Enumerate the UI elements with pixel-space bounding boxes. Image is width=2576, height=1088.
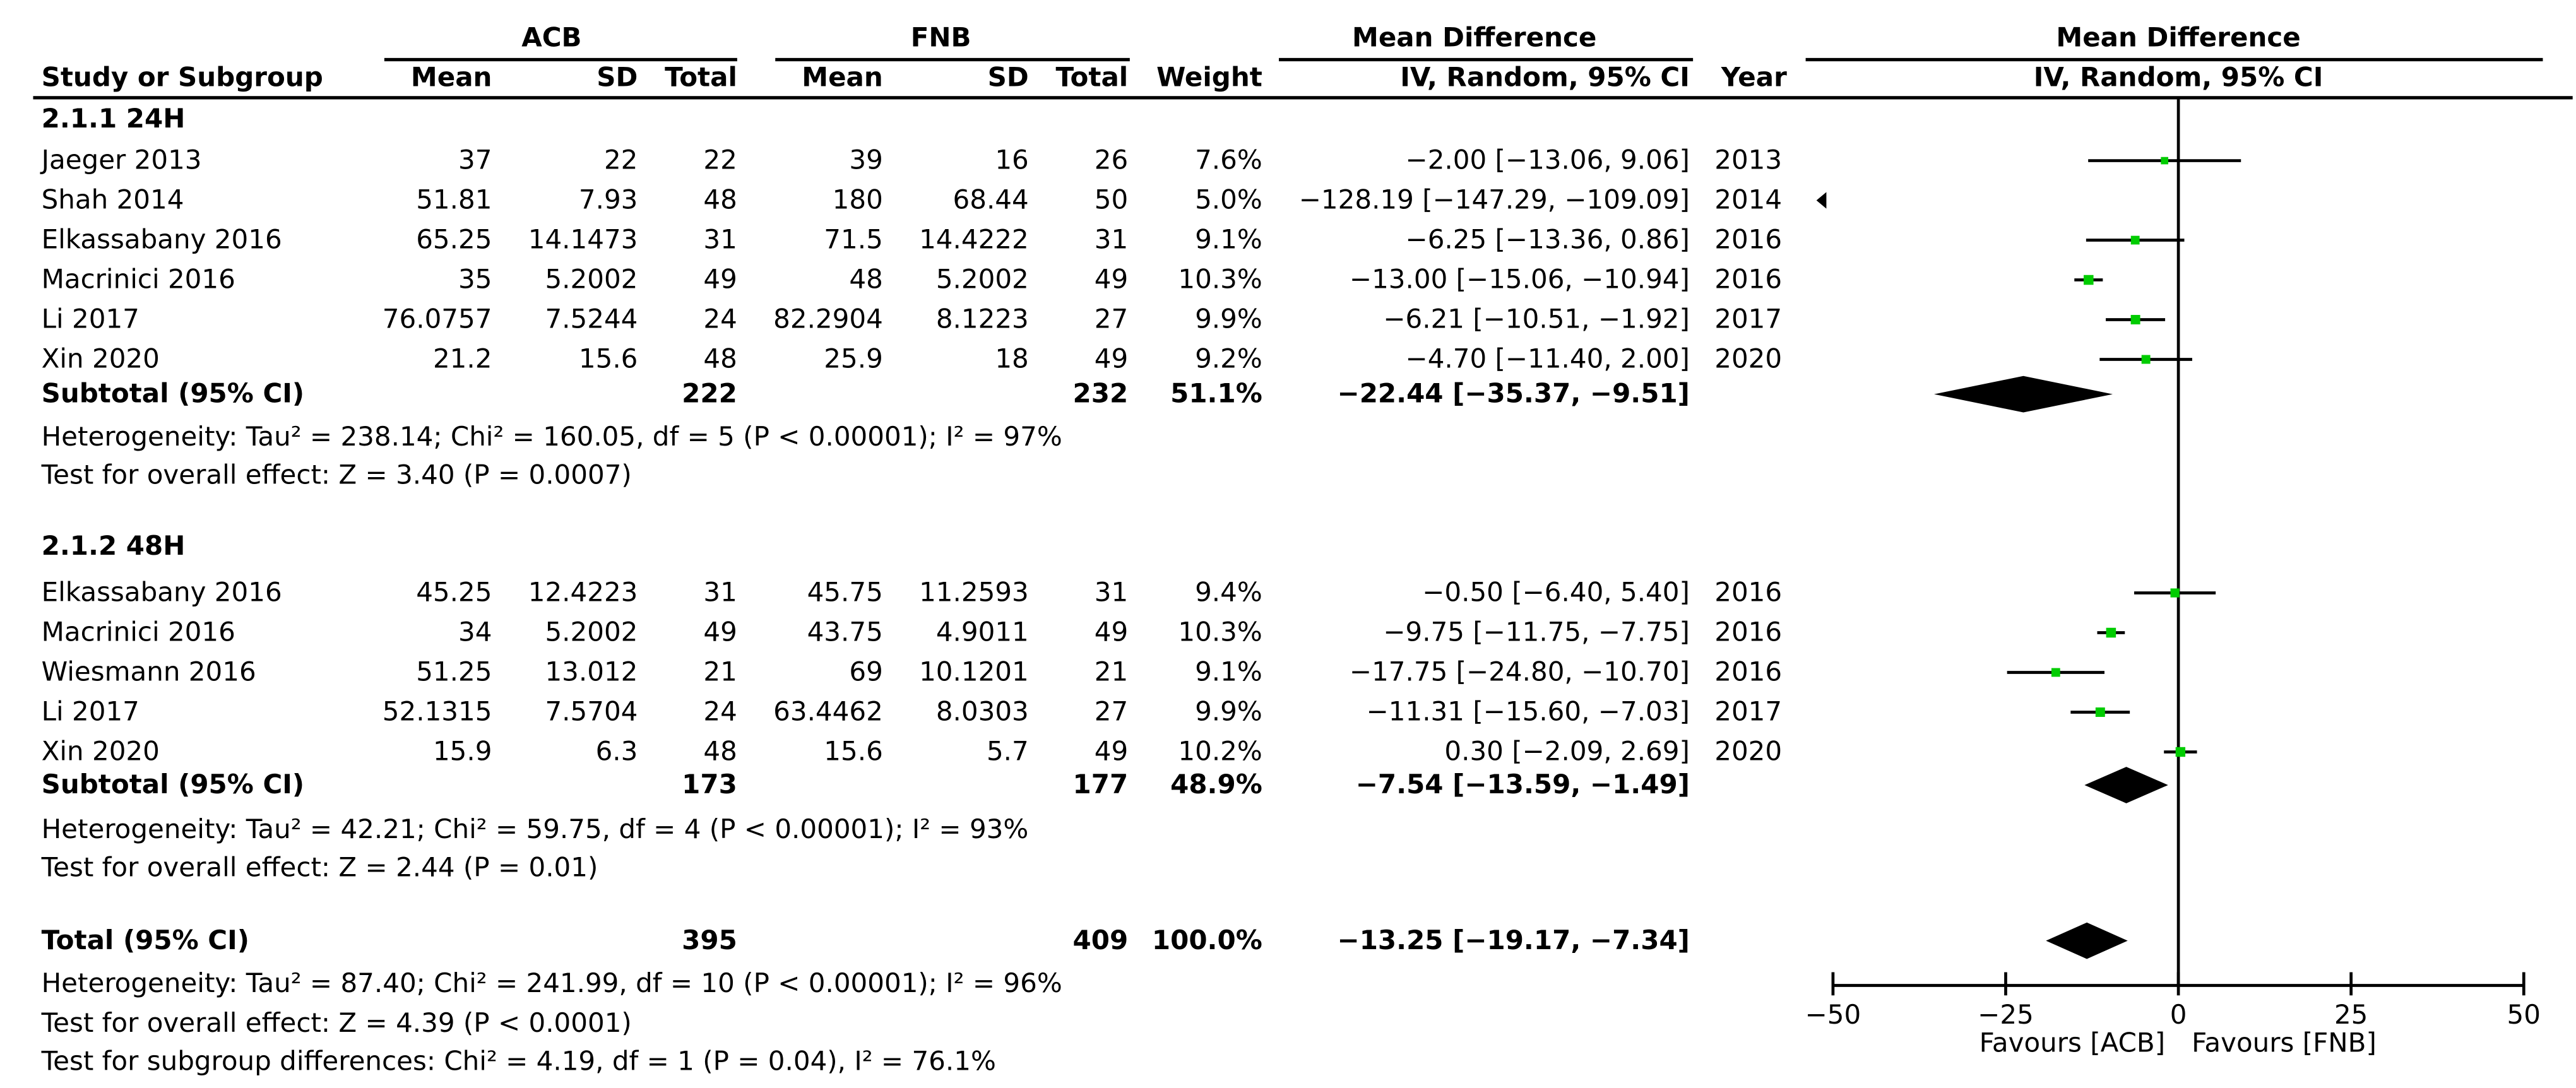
study-mean1: 76.0757 xyxy=(382,303,492,335)
study-weight: 5.0% xyxy=(1195,184,1262,216)
study-sd1: 7.5704 xyxy=(545,695,638,728)
study-mean2: 39 xyxy=(849,144,883,176)
study-name: Li 2017 xyxy=(41,695,139,728)
study-year: 2020 xyxy=(1714,343,1783,375)
study-mean1: 45.25 xyxy=(416,576,492,608)
study-total2: 50 xyxy=(1094,184,1129,216)
total-heterogeneity-text: Heterogeneity: Tau² = 87.40; Chi² = 241.99, df = 10 (P < 0.00001); I² = 96% xyxy=(41,967,1062,999)
study-name: Wiesmann 2016 xyxy=(41,656,256,688)
study-sd2: 14.4222 xyxy=(919,223,1029,256)
study-total2: 49 xyxy=(1094,616,1129,648)
total-overall-effect-text: Test for overall effect: Z = 4.39 (P < 0.0001) xyxy=(41,1007,632,1039)
study-name: Macrinici 2016 xyxy=(41,263,235,295)
study-mean2: 43.75 xyxy=(807,616,883,648)
study-name: Elkassabany 2016 xyxy=(41,223,282,256)
study-mean1: 21.2 xyxy=(432,343,492,375)
header-divider-group2 xyxy=(775,58,1130,61)
study-sd1: 5.2002 xyxy=(545,263,638,295)
subtotal-ci: −22.44 [−35.37, −9.51] xyxy=(1337,377,1690,410)
effect-square-marker xyxy=(2051,668,2060,677)
study-sd2: 4.9011 xyxy=(935,616,1029,648)
col-year: Year xyxy=(1721,61,1787,93)
subtotal-total1: 222 xyxy=(682,377,737,410)
study-sd2: 5.2002 xyxy=(935,263,1029,295)
study-mean2: 71.5 xyxy=(824,223,883,256)
col-mean2: Mean xyxy=(802,61,883,93)
study-ci: −13.00 [−15.06, −10.94] xyxy=(1349,263,1690,295)
study-year: 2016 xyxy=(1714,656,1783,688)
study-name: Li 2017 xyxy=(41,303,139,335)
col-mean1: Mean xyxy=(410,61,492,93)
study-ci: −6.25 [−13.36, 0.86] xyxy=(1405,223,1690,256)
group2-header: FNB xyxy=(910,21,971,53)
header-divider-md xyxy=(1279,58,1693,61)
study-weight: 9.1% xyxy=(1195,223,1262,256)
study-sd1: 7.5244 xyxy=(545,303,638,335)
forest-plot-chart xyxy=(1789,0,2551,1080)
study-total1: 48 xyxy=(703,343,737,375)
study-total2: 31 xyxy=(1094,576,1129,608)
study-year: 2013 xyxy=(1714,144,1783,176)
study-ci: −128.19 [−147.29, −109.09] xyxy=(1298,184,1690,216)
study-mean1: 65.25 xyxy=(416,223,492,256)
effect-square-marker xyxy=(2176,747,2185,757)
col-total2: Total xyxy=(1055,61,1129,93)
study-name: Xin 2020 xyxy=(41,343,160,375)
study-mean1: 35 xyxy=(458,263,492,295)
study-total2: 27 xyxy=(1094,303,1129,335)
study-name: Macrinici 2016 xyxy=(41,616,235,648)
study-mean2: 48 xyxy=(849,263,883,295)
col-weight: Weight xyxy=(1156,61,1262,93)
study-ci: −0.50 [−6.40, 5.40] xyxy=(1422,576,1690,608)
study-total1: 22 xyxy=(703,144,737,176)
study-total1: 31 xyxy=(703,576,737,608)
study-mean1: 15.9 xyxy=(432,735,492,767)
study-mean2: 69 xyxy=(849,656,883,688)
pooled-diamond-marker xyxy=(2046,923,2127,959)
study-sd2: 5.7 xyxy=(986,735,1029,767)
subtotal-label: Subtotal (95% CI) xyxy=(41,768,305,800)
study-total1: 24 xyxy=(703,695,737,728)
x-axis-tick-label: 50 xyxy=(2507,998,2541,1030)
study-ci: −6.21 [−10.51, −1.92] xyxy=(1383,303,1690,335)
study-year: 2016 xyxy=(1714,616,1783,648)
study-total2: 49 xyxy=(1094,263,1129,295)
study-name: Shah 2014 xyxy=(41,184,184,216)
heterogeneity-text: Heterogeneity: Tau² = 238.14; Chi² = 160.05, df = 5 (P < 0.00001); I² = 97% xyxy=(41,420,1062,452)
study-sd1: 6.3 xyxy=(595,735,638,767)
col-md-method: IV, Random, 95% CI xyxy=(1400,61,1690,93)
study-weight: 9.9% xyxy=(1195,303,1262,335)
study-mean1: 51.25 xyxy=(416,656,492,688)
study-name: Elkassabany 2016 xyxy=(41,576,282,608)
header-divider-group1 xyxy=(384,58,737,61)
study-total2: 21 xyxy=(1094,656,1129,688)
study-year: 2016 xyxy=(1714,576,1783,608)
study-total2: 31 xyxy=(1094,223,1129,256)
favours-right-label: Favours [FNB] xyxy=(2192,1027,2377,1058)
study-mean1: 34 xyxy=(458,616,492,648)
pooled-diamond-marker xyxy=(2084,767,2168,803)
study-sd2: 11.2593 xyxy=(919,576,1029,608)
study-sd2: 8.0303 xyxy=(935,695,1029,728)
study-total2: 26 xyxy=(1094,144,1129,176)
study-sd1: 14.1473 xyxy=(528,223,638,256)
study-sd2: 10.1201 xyxy=(919,656,1029,688)
study-year: 2020 xyxy=(1714,735,1783,767)
study-mean2: 25.9 xyxy=(824,343,883,375)
study-weight: 9.1% xyxy=(1195,656,1262,688)
subgroup-title: 2.1.2 48H xyxy=(41,529,186,562)
study-mean2: 63.4462 xyxy=(773,695,883,728)
total-total2: 409 xyxy=(1072,924,1129,956)
total-total1: 395 xyxy=(682,924,737,956)
subgroup-title: 2.1.1 24H xyxy=(41,102,186,134)
study-total1: 31 xyxy=(703,223,737,256)
study-ci: −17.75 [−24.80, −10.70] xyxy=(1349,656,1690,688)
study-sd1: 12.4223 xyxy=(528,576,638,608)
study-sd2: 18 xyxy=(995,343,1029,375)
study-weight: 9.2% xyxy=(1195,343,1262,375)
effect-square-marker xyxy=(2171,588,2180,597)
study-name: Jaeger 2013 xyxy=(41,144,202,176)
study-total1: 49 xyxy=(703,616,737,648)
study-sd1: 7.93 xyxy=(578,184,638,216)
effect-square-marker xyxy=(2161,157,2168,165)
study-year: 2016 xyxy=(1714,223,1783,256)
study-weight: 10.3% xyxy=(1178,263,1262,295)
overall-effect-text: Test for overall effect: Z = 3.40 (P = 0.0007) xyxy=(41,458,632,490)
study-mean2: 15.6 xyxy=(824,735,883,767)
study-mean1: 37 xyxy=(458,144,492,176)
subtotal-total2: 232 xyxy=(1072,377,1129,410)
md-title-header: Mean Difference xyxy=(1352,21,1597,53)
subtotal-weight: 48.9% xyxy=(1170,768,1262,800)
study-total1: 48 xyxy=(703,184,737,216)
study-mean2: 82.2904 xyxy=(773,303,883,335)
study-ci: −9.75 [−11.75, −7.75] xyxy=(1383,616,1690,648)
subtotal-weight: 51.1% xyxy=(1170,377,1262,410)
favours-left-label: Favours [ACB] xyxy=(1979,1027,2166,1058)
study-ci: −4.70 [−11.40, 2.00] xyxy=(1405,343,1690,375)
effect-square-marker xyxy=(2106,628,2116,638)
study-ci: −2.00 [−13.06, 9.06] xyxy=(1405,144,1690,176)
study-mean2: 45.75 xyxy=(807,576,883,608)
off-scale-arrow-marker xyxy=(1817,192,1827,208)
x-axis-tick-label: 25 xyxy=(2334,998,2368,1030)
study-name: Xin 2020 xyxy=(41,735,160,767)
col-sd2: SD xyxy=(987,61,1029,93)
effect-square-marker xyxy=(2131,315,2140,324)
study-weight: 10.3% xyxy=(1178,616,1262,648)
col-study: Study or Subgroup xyxy=(41,61,323,93)
x-axis-tick-label: 0 xyxy=(2169,998,2187,1030)
effect-square-marker xyxy=(2131,236,2140,245)
study-sd1: 22 xyxy=(603,144,638,176)
pooled-diamond-marker xyxy=(1934,376,2113,413)
effect-square-marker xyxy=(2096,707,2105,717)
group1-header: ACB xyxy=(521,21,582,53)
subtotal-total1: 173 xyxy=(682,768,737,800)
col-plot-method: IV, Random, 95% CI xyxy=(2033,61,2324,93)
subtotal-label: Subtotal (95% CI) xyxy=(41,377,305,410)
study-sd2: 16 xyxy=(995,144,1029,176)
total-label: Total (95% CI) xyxy=(41,924,249,956)
subgroup-differences-text: Test for subgroup differences: Chi² = 4.19, df = 1 (P = 0.04), I² = 76.1% xyxy=(41,1044,996,1077)
study-year: 2016 xyxy=(1714,263,1783,295)
plot-title-header: Mean Difference xyxy=(2056,21,2301,53)
subtotal-ci: −7.54 [−13.59, −1.49] xyxy=(1355,768,1690,800)
total-weight: 100.0% xyxy=(1151,924,1262,956)
study-total2: 49 xyxy=(1094,735,1129,767)
study-mean2: 180 xyxy=(832,184,883,216)
study-year: 2017 xyxy=(1714,695,1783,728)
x-axis-tick-label: −50 xyxy=(1805,998,1861,1030)
study-weight: 9.4% xyxy=(1195,576,1262,608)
study-sd2: 68.44 xyxy=(953,184,1029,216)
study-year: 2017 xyxy=(1714,303,1783,335)
study-weight: 10.2% xyxy=(1178,735,1262,767)
heterogeneity-text: Heterogeneity: Tau² = 42.21; Chi² = 59.75, df = 4 (P < 0.00001); I² = 93% xyxy=(41,813,1029,845)
study-total1: 24 xyxy=(703,303,737,335)
col-total1: Total xyxy=(665,61,737,93)
study-mean1: 51.81 xyxy=(416,184,492,216)
study-total2: 27 xyxy=(1094,695,1129,728)
study-ci: −11.31 [−15.60, −7.03] xyxy=(1366,695,1690,728)
study-sd1: 15.6 xyxy=(578,343,638,375)
col-sd1: SD xyxy=(597,61,638,93)
study-weight: 7.6% xyxy=(1195,144,1262,176)
effect-square-marker xyxy=(2142,355,2151,364)
x-axis-tick-label: −25 xyxy=(1978,998,2034,1030)
study-ci: 0.30 [−2.09, 2.69] xyxy=(1444,735,1690,767)
study-sd1: 13.012 xyxy=(545,656,638,688)
study-total1: 21 xyxy=(703,656,737,688)
study-mean1: 52.1315 xyxy=(382,695,492,728)
overall-effect-text: Test for overall effect: Z = 2.44 (P = 0.01) xyxy=(41,851,598,883)
subtotal-total2: 177 xyxy=(1072,768,1129,800)
study-weight: 9.9% xyxy=(1195,695,1262,728)
study-sd2: 8.1223 xyxy=(935,303,1029,335)
study-total1: 49 xyxy=(703,263,737,295)
study-total2: 49 xyxy=(1094,343,1129,375)
study-total1: 48 xyxy=(703,735,737,767)
study-sd1: 5.2002 xyxy=(545,616,638,648)
total-ci: −13.25 [−19.17, −7.34] xyxy=(1337,924,1690,956)
study-year: 2014 xyxy=(1714,184,1783,216)
effect-square-marker xyxy=(2084,275,2094,285)
